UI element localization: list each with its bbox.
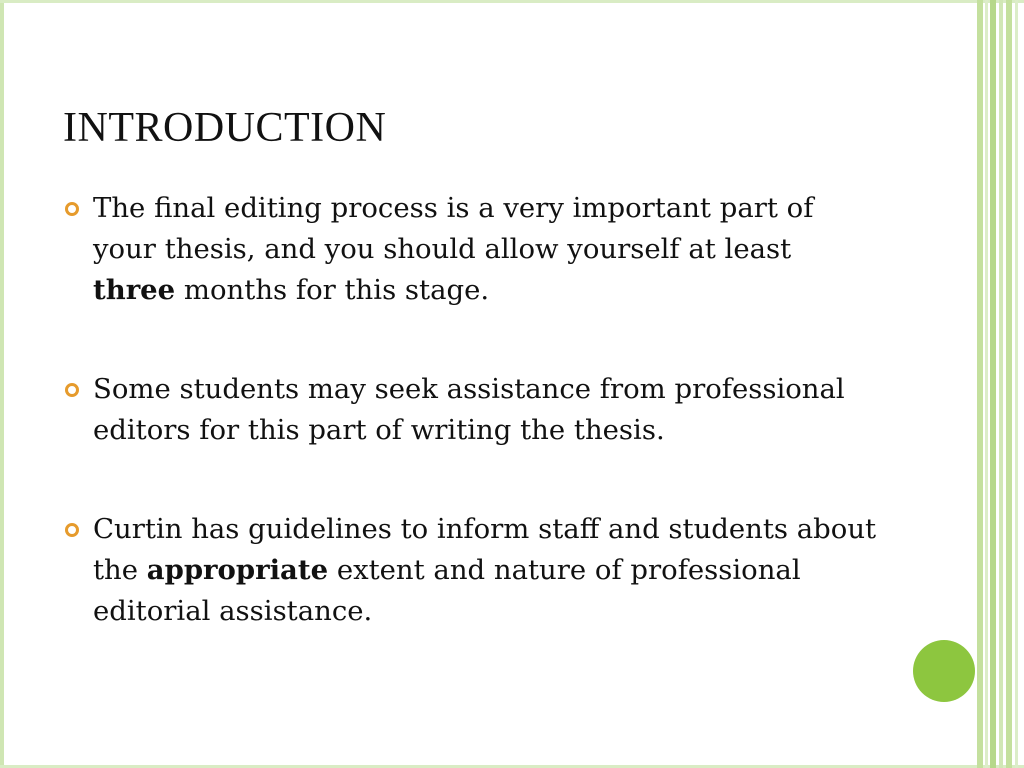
bullet-list	[62, 188, 882, 632]
right-stripe	[1006, 0, 1012, 768]
bullet-text-part: months for this stage.	[175, 274, 490, 306]
bullet-item	[62, 369, 882, 451]
slide-title: INTRODUCTION	[63, 105, 387, 151]
right-stripe	[985, 0, 988, 768]
ring-bullet-icon	[65, 202, 79, 216]
bullet-text-part: Curtin has guidelines to inform staff and students about the	[93, 513, 877, 586]
bullet-text	[93, 192, 813, 306]
bullet-emphasis: three	[93, 274, 176, 306]
right-stripe	[1015, 0, 1018, 768]
bullet-text	[93, 373, 845, 446]
frame-left-border	[0, 0, 4, 768]
bullet-item	[62, 509, 882, 632]
bullet-text-part: Some students may seek assistance from professional editors for this part of writing the thesis.	[93, 373, 845, 446]
green-circle-decoration	[913, 640, 975, 702]
bullet-text	[93, 513, 876, 627]
frame-top-border	[0, 0, 1024, 3]
right-stripe	[999, 0, 1003, 768]
right-stripe	[990, 0, 996, 768]
bullet-text-part: extent and nature of professional editorial assistance.	[93, 554, 801, 627]
right-stripe	[977, 0, 983, 768]
ring-bullet-icon	[65, 383, 79, 397]
bullet-emphasis: appropriate	[146, 554, 329, 586]
bullet-item	[62, 188, 882, 311]
bullet-text-part: The final editing process is a very important part of your thesis, and you should allow yourself at least	[93, 192, 814, 265]
ring-bullet-icon	[65, 523, 79, 537]
